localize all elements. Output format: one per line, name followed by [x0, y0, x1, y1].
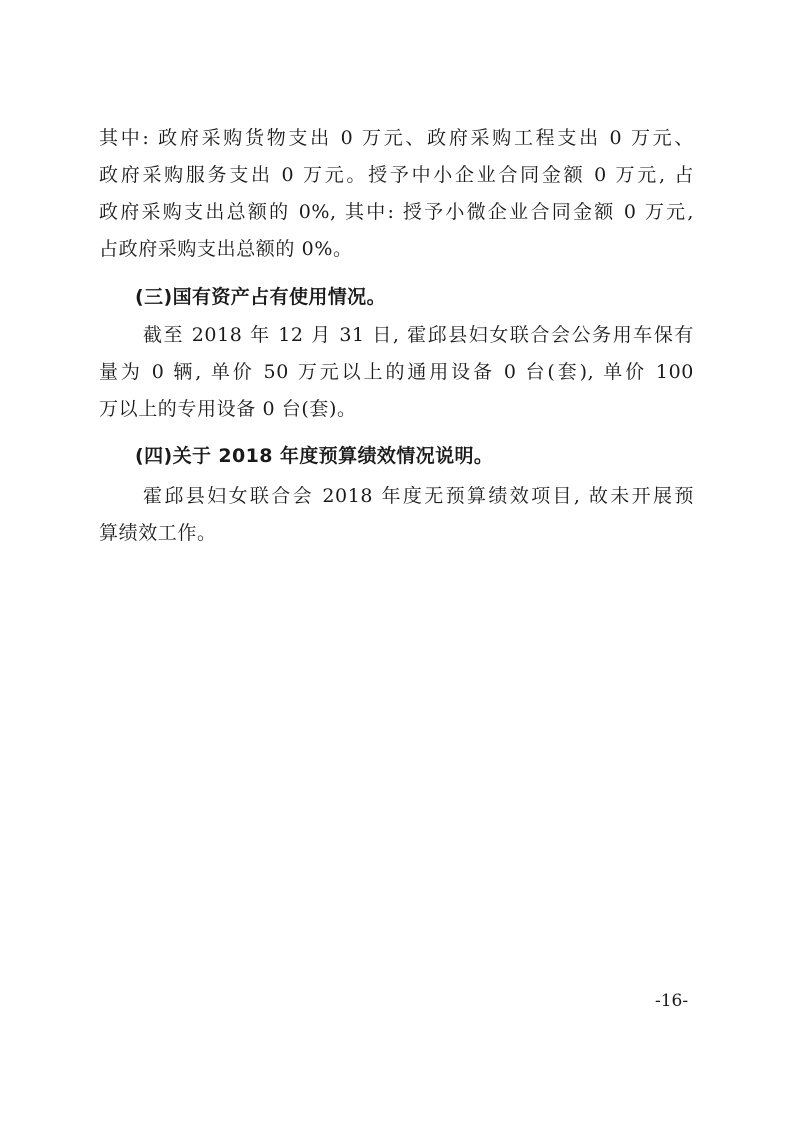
procurement-line-2: 政府采购服务支出 0 万元。授予中小企业合同金额 0 万元, 占 [99, 164, 694, 186]
section-3-line-3: 万以上的专用设备 0 台(套)。 [99, 398, 357, 420]
section-3-line-1: 截至 2018 年 12 月 31 日, 霍邱县妇女联合会公务用车保有 [143, 324, 694, 346]
procurement-line-3: 政府采购支出总额的 0%, 其中: 授予小微企业合同金额 0 万元, [99, 201, 694, 223]
section-3-heading: (三)国有资产占有使用情况。 [135, 286, 386, 308]
section-4-line-1: 霍邱县妇女联合会 2018 年度无预算绩效项目, 故未开展预 [143, 485, 694, 507]
section-3-line-2: 量为 0 辆, 单价 50 万元以上的通用设备 0 台(套), 单价 100 [99, 361, 694, 383]
procurement-line-4: 占政府采购支出总额的 0%。 [99, 238, 353, 260]
section-4-heading: (四)关于 2018 年度预算绩效情况说明。 [135, 445, 494, 467]
section-4-line-2: 算绩效工作。 [99, 522, 217, 544]
procurement-line-1: 其中: 政府采购货物支出 0 万元、政府采购工程支出 0 万元、 [99, 127, 694, 149]
page-number: -16- [655, 991, 689, 1011]
